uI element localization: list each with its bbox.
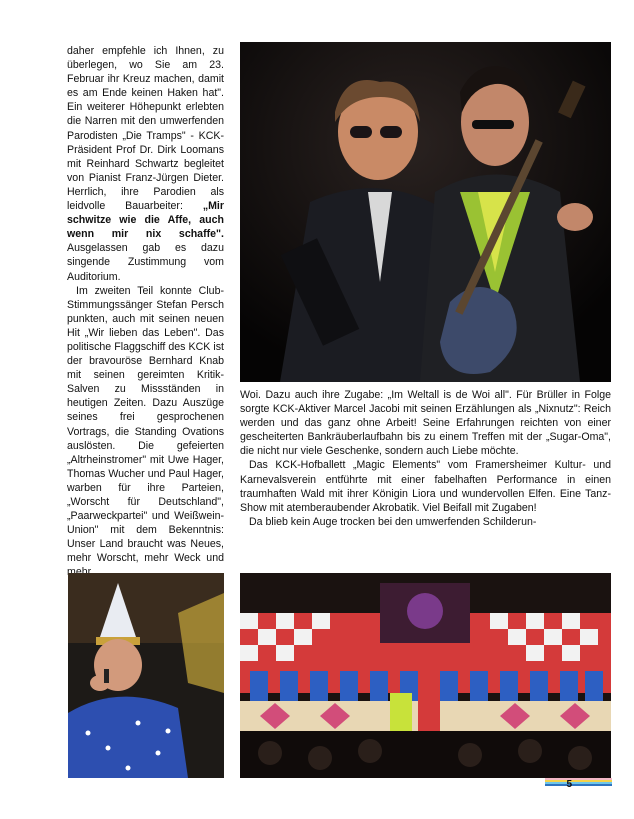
photo-stage-council (240, 573, 611, 778)
article-column-left (67, 44, 224, 580)
photo-stage-illustration (240, 573, 611, 778)
photo-singer-stage (68, 573, 224, 778)
page-number: 5 (566, 779, 572, 790)
photo-tramps-duo (240, 42, 611, 382)
article-paragraph: Woi. Dazu auch ihre Zugabe: „Im Weltall is de Woi all". Für Brüller in Folge sorgte KCK-Aktiver Marcel Jacobi mit seinen Erzählungen als „Nixnutz": Reich werden und das ganz ohne Arbeit! Seine Erfahrungen reichten von einer gescheiterten Bankräuberlaufbahn bis zu einem Treffen mit der „Sugar-Oma", die nicht nur viele Geschenke, sondern auch Liebe möchte. (240, 389, 611, 458)
article-paragraph: Das KCK-Hofballett „Magic Elements" vom Framersheimer Kultur- und Karnevalsverein entführte mit einer fabelhaften Performance in einen traumhaften Wald mit ihrer Königin Liora und wundervollen Elfen. Eine Tanz-Show mit atemberaubender Akrobatik. Viel Beifall mit Zugaben! (240, 459, 611, 514)
article-paragraph: Da blieb kein Auge trocken bei den umwerfenden Schilderun- (249, 515, 537, 528)
article-paragraph (67, 44, 224, 284)
photo-singer-illustration (68, 573, 224, 778)
paragraph-text: Ausgelassen gab es dazu singende Zustimmung vom Auditorium. (67, 242, 224, 283)
footer-stripe-blue (545, 784, 612, 786)
article-column-right (240, 388, 611, 529)
paragraph-text: daher empfehle ich Ihnen, zu überlegen, wo Sie am 23. Februar ihr Kreuz machen, damit es am Ende keinen Haken hat". Ein weiterer Höhepunkt erlebten die Narren mit den umwerfenden Parodisten „Die Tramps" - KCK-Präsident Prof Dr. Dirk Loomans mit Reinhard Schwartz begleitet von Pianist Franz-Jürgen Dieter. Herrlich, ihre Parodien als leidvolle Bauarbeiter: (67, 45, 224, 213)
article-paragraph: Im zweiten Teil konnte Club-Stimmungssänger Stefan Persch punkten, auch mit seinen neuen Hit „Wir lieben das Leben". Das politische Flaggschiff des KCK ist der bravouröse Bernhard Knab mit seinen gereimten Kritik-Salven zu Missständen in heutigen Zeiten. Dazu Auszüge seines frei gesprochenen Vortrags, die Standing Ovations auslösten. Die gefeierten „Altrheinstromer" mit Uwe Hager, Thomas Wucher und Paul Hager, warben für ihre Parteien, „Worscht für Deutschland", „Paarweckpartei" und Weißwein-Union" mit dem Bekenntnis: Unser Land braucht was Neues, mehr Worscht, mehr Weck und (67, 284, 224, 565)
photo-tramps-illustration (240, 42, 611, 382)
page-footer (545, 778, 612, 794)
quote-bold: „Mir schwitze wie die Affe, auch wenn mir nix schaffe". (67, 200, 224, 241)
